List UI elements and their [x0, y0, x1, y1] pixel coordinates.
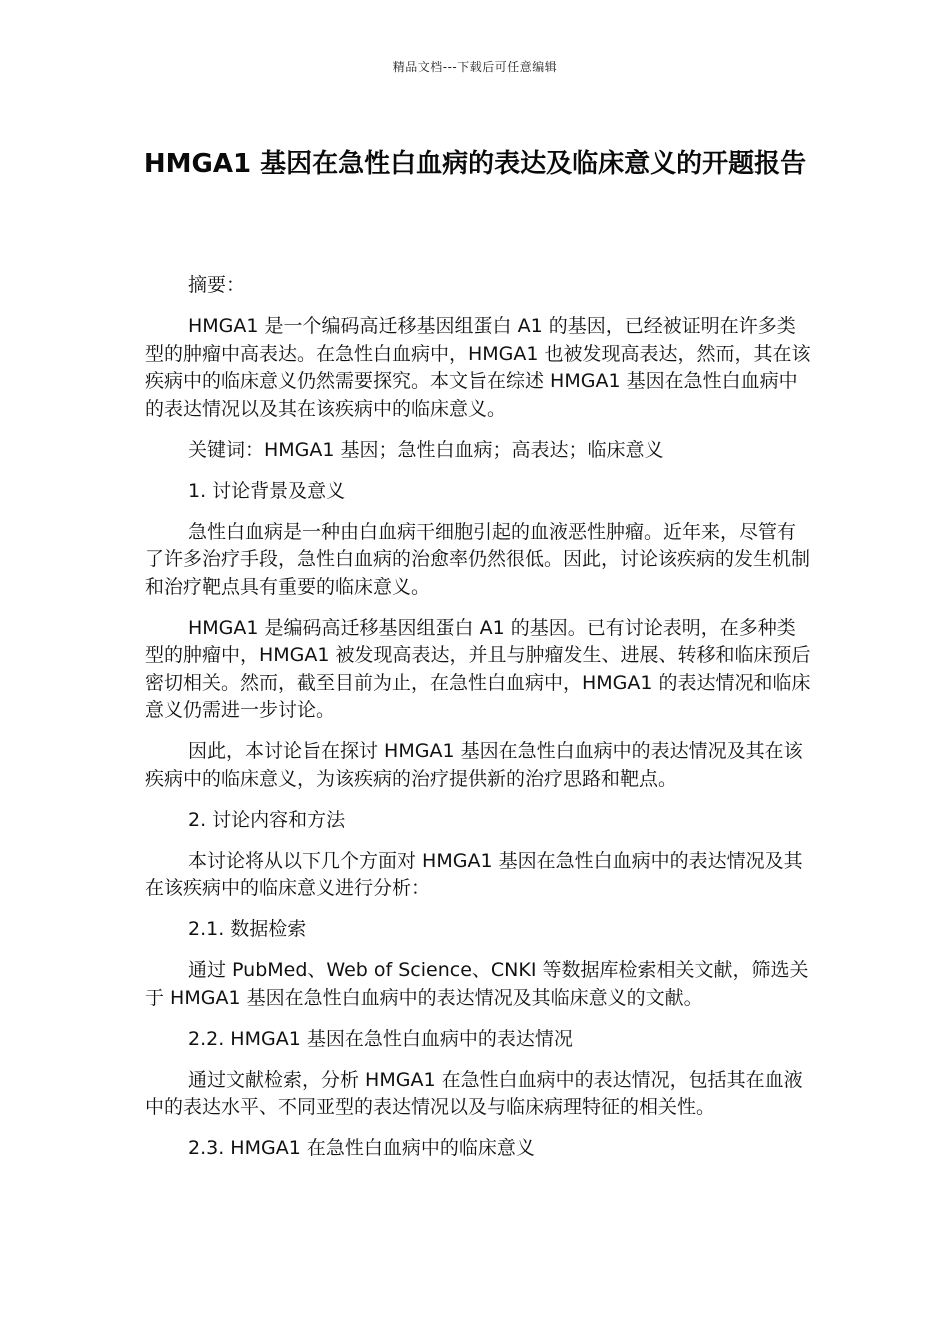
subsection-heading-2-3: 2.3. HMGA1 在急性白血病中的临床意义: [188, 1137, 535, 1159]
section-heading-1: 1. 讨论背景及意义: [188, 479, 346, 502]
abstract-paragraph: HMGA1 是一个编码高迁移基因组蛋白 A1 的基因，已经被证明在许多类型的肿瘤中高表达。在急性白血病中，HMGA1 也被发现高表达，然而，其在该疾病中的临床意义仍然需要探究。本文旨在综述 HMGA1 基因在急性白血病中的表达情况以及其在该疾病中的临床意义。: [145, 315, 811, 420]
section-heading-2: 2. 讨论内容和方法: [188, 808, 346, 831]
header-note: 精品文档---下载后可任意编辑: [392, 60, 558, 74]
body-paragraph: 急性白血病是一种由白血病干细胞引起的血液恶性肿瘤。近年来，尽管有了许多治疗手段，急性白血病的治愈率仍然很低。因此，讨论该疾病的发生机制和治疗靶点具有重要的临床意义。: [145, 520, 811, 598]
body-paragraph: HMGA1 是编码高迁移基因组蛋白 A1 的基因。已有讨论表明，在多种类型的肿瘤中，HMGA1 被发现高表达，并且与肿瘤发生、进展、转移和临床预后密切相关。然而，截至目前为止，在急性白血病中，HMGA1 的表达情况和临床意义仍需进一步讨论。: [145, 616, 811, 721]
body-paragraph: 因此，本讨论旨在探讨 HMGA1 基因在急性白血病中的表达情况及其在该疾病中的临床意义，为该疾病的治疗提供新的治疗思路和靶点。: [145, 740, 803, 790]
document-body: [145, 272, 813, 1176]
keywords-line: 关键词：HMGA1 基因；急性白血病；高表达；临床意义: [188, 438, 664, 461]
abstract-heading: 摘要：: [188, 274, 246, 296]
document-title: HMGA1 基因在急性白血病的表达及临床意义的开题报告: [143, 149, 807, 179]
body-paragraph: 通过文献检索，分析 HMGA1 在急性白血病中的表达情况，包括其在血液中的表达水平、不同亚型的表达情况以及与临床病理特征的相关性。: [145, 1068, 803, 1118]
body-paragraph: 本讨论将从以下几个方面对 HMGA1 基因在急性白血病中的表达情况及其在该疾病中的临床意义进行分析：: [145, 849, 803, 899]
subsection-heading-2-2: 2.2. HMGA1 基因在急性白血病中的表达情况: [188, 1027, 573, 1050]
subsection-heading-2-1: 2.1. 数据检索: [188, 918, 307, 940]
body-paragraph: 通过 PubMed、Web of Science、CNKI 等数据库检索相关文献，筛选关于 HMGA1 基因在急性白血病中的表达情况及其临床意义的文献。: [145, 959, 809, 1009]
